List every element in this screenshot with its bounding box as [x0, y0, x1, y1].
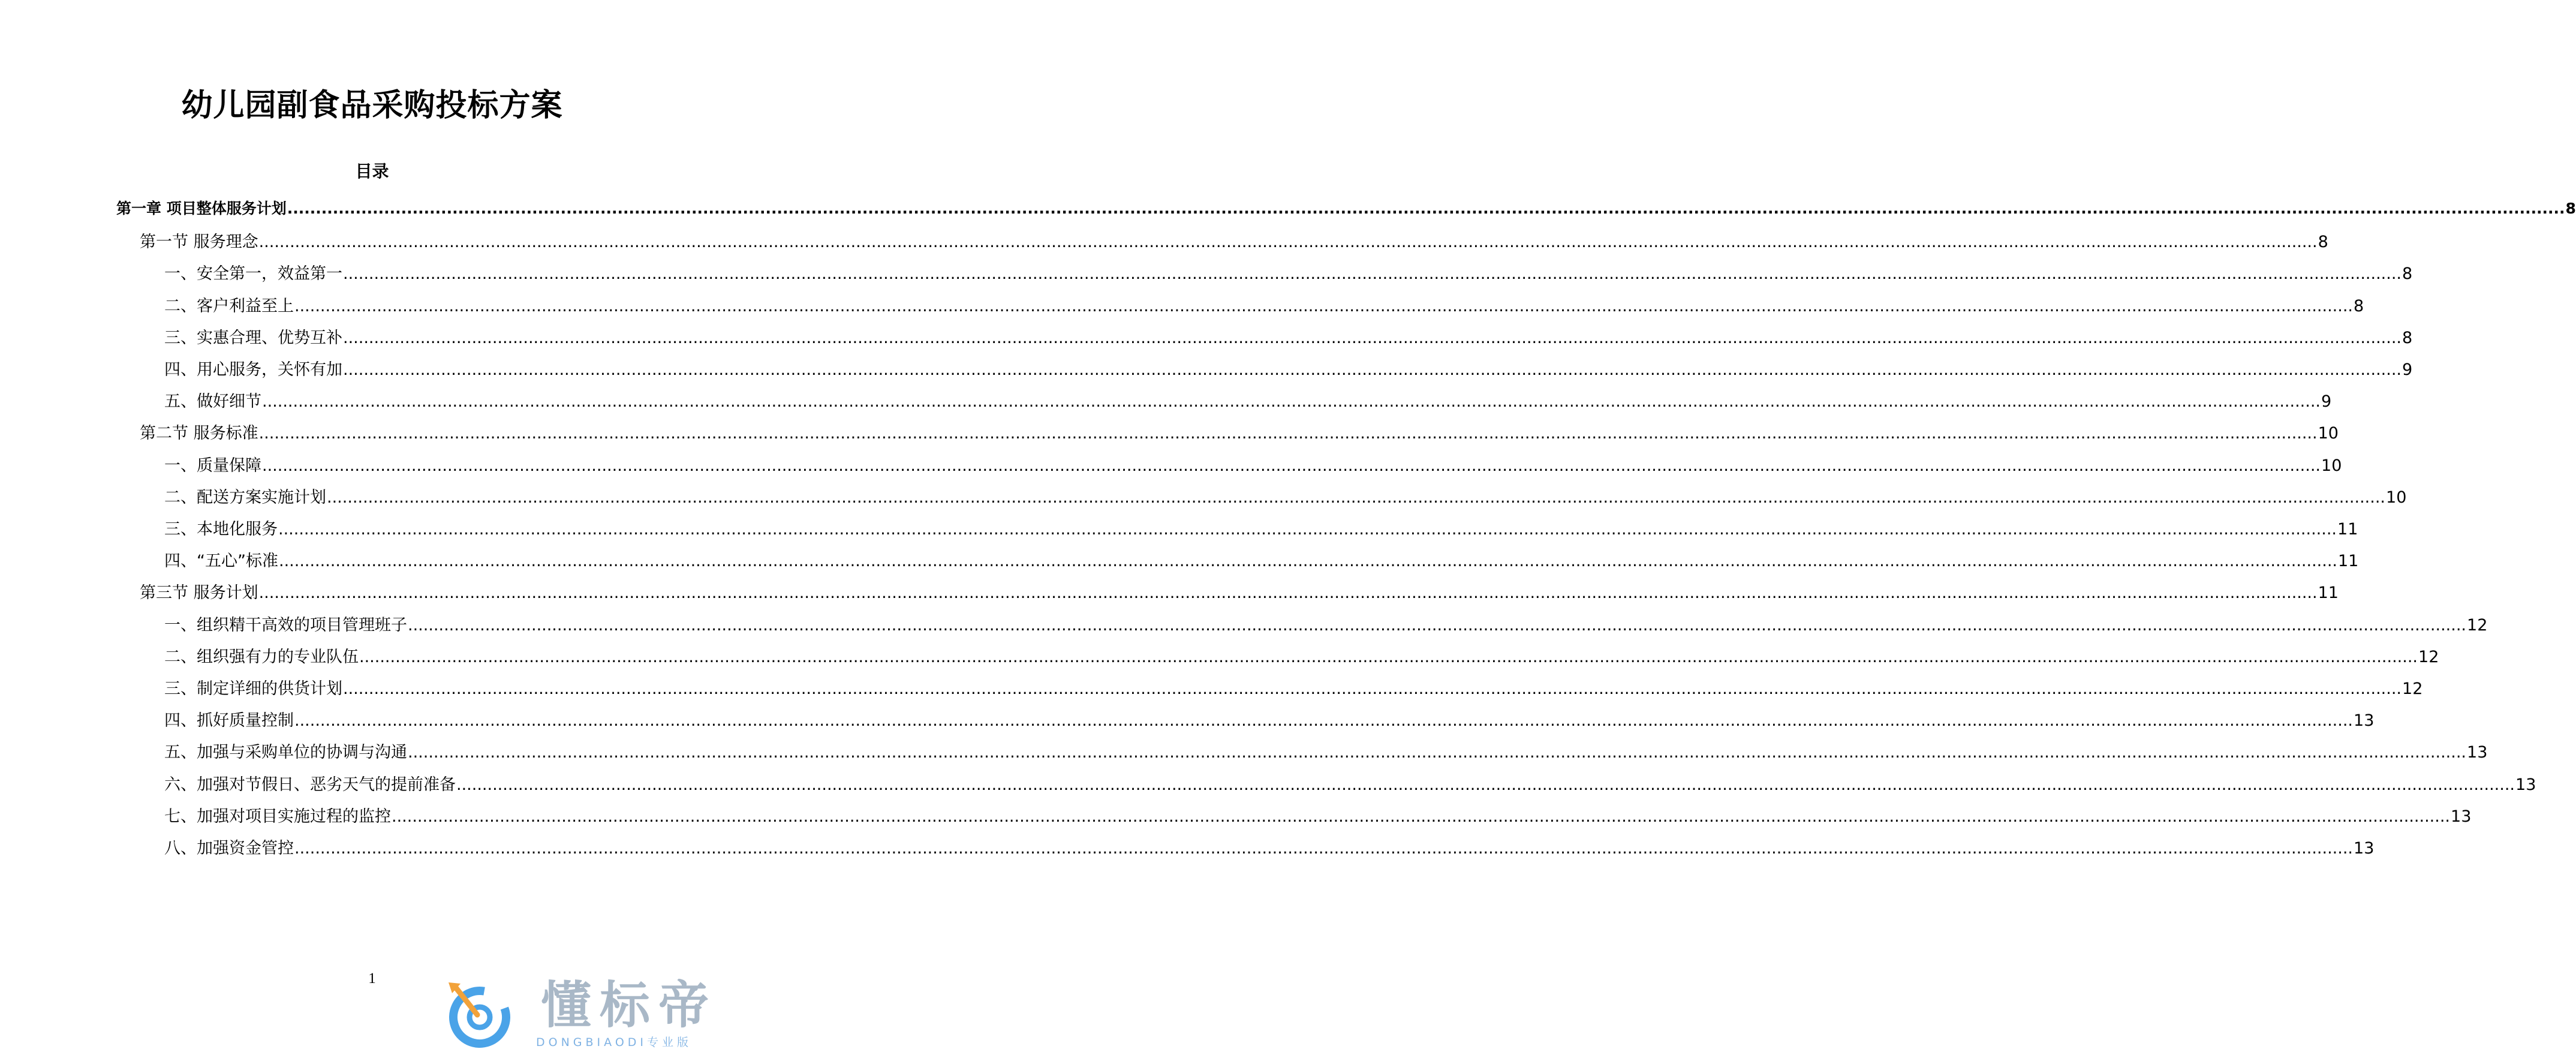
toc-entry-label: 四、抓好质量控制	[164, 711, 294, 731]
toc-entry[interactable]	[164, 707, 2375, 731]
toc-entry[interactable]	[164, 484, 2407, 508]
toc-dot-leader: ................................................................................................................................................................................................................................................................................................................................................................................................................	[278, 520, 2337, 539]
toc-entry-label: 第一节 服务理念	[140, 233, 258, 252]
toc-dot-leader: ................................................................................................................................................................................................................................................................................................................................................................................................................	[343, 360, 2402, 379]
toc-entry-page: 12	[2402, 680, 2423, 698]
toc-entry-label: 五、做好细节	[164, 392, 261, 411]
toc-entry-page: 8	[2565, 200, 2576, 217]
toc-entry[interactable]	[164, 388, 2332, 412]
toc-entry-label: 一、质量保障	[164, 456, 261, 475]
toc-entry-label: 三、实惠合理、优势互补	[164, 328, 342, 347]
toc-dot-leader: ................................................................................................................................................................................................................................................................................................................................................................................................................	[258, 233, 2318, 252]
toc-entry[interactable]	[140, 229, 2328, 253]
toc-dot-leader: ................................................................................................................................................................................................................................................................................................................................................................................................................	[392, 807, 2451, 826]
toc-entry[interactable]	[164, 835, 2375, 859]
toc-entry-label: 三、制定详细的供货计划	[164, 680, 342, 698]
toc-dot-leader: ................................................................................................................................................................................................................................................................................................................................................................................................................	[258, 424, 2318, 443]
toc-entry-label: 六、加强对节假日、恶劣天气的提前准备	[164, 775, 456, 794]
toc-entry-page: 11	[2318, 584, 2339, 603]
toc-entry-page: 13	[2354, 711, 2375, 731]
toc-dot-leader: ................................................................................................................................................................................................................................................................................................................................................................................................................	[278, 552, 2337, 571]
toc-entry[interactable]	[164, 548, 2359, 572]
toc-entry[interactable]	[164, 293, 2364, 317]
toc-entry-page: 8	[2402, 264, 2413, 284]
toc-heading: 目录	[355, 161, 389, 181]
toc-entry-page: 8	[2354, 296, 2364, 315]
toc-dot-leader: ................................................................................................................................................................................................................................................................................................................................................................................................................	[258, 584, 2318, 603]
target-arrow-logo-icon	[445, 980, 517, 1052]
toc-entry[interactable]	[164, 516, 2358, 540]
toc-entry-page: 11	[2338, 552, 2359, 571]
toc-entry-label: 三、本地化服务	[164, 520, 278, 539]
toc-entry-label: 第一章 项目整体服务计划	[116, 200, 287, 217]
toc-dot-leader: ................................................................................................................................................................................................................................................................................................................................................................................................................	[343, 264, 2402, 284]
watermark-brand: 懂标帝	[541, 976, 718, 1035]
toc-entry-page: 11	[2337, 520, 2358, 539]
toc-entry-page: 10	[2321, 456, 2342, 475]
toc-entry-page: 9	[2402, 360, 2413, 379]
toc-dot-leader: ................................................................................................................................................................................................................................................................................................................................................................................................................	[359, 647, 2418, 666]
toc-entry-label: 七、加强对项目实施过程的监控	[164, 807, 391, 826]
toc-dot-leader: ................................................................................................................................................................................................................................................................................................................................................................................................................	[327, 488, 2386, 507]
toc-entry[interactable]	[164, 675, 2423, 699]
page-number: 1	[368, 970, 376, 987]
toc-entry-label: 五、加强与采购单位的协调与沟通	[164, 743, 407, 762]
toc-entry-page: 12	[2418, 647, 2439, 666]
toc-entry-page: 8	[2318, 233, 2328, 252]
toc-entry-page: 13	[2467, 743, 2488, 762]
toc-dot-leader: ................................................................................................................................................................................................................................................................................................................................................................................................................	[287, 200, 2565, 217]
toc-entry[interactable]	[164, 260, 2413, 284]
toc-dot-leader: ................................................................................................................................................................................................................................................................................................................................................................................................................	[294, 711, 2354, 731]
toc-entry-label: 二、组织强有力的专业队伍	[164, 647, 359, 666]
toc-entry[interactable]	[164, 452, 2342, 476]
toc-entry-page: 13	[2354, 839, 2375, 858]
toc-entry-page: 10	[2318, 424, 2339, 443]
toc-dot-leader: ................................................................................................................................................................................................................................................................................................................................................................................................................	[343, 328, 2402, 347]
toc-entry[interactable]	[164, 324, 2413, 348]
toc-dot-leader: ................................................................................................................................................................................................................................................................................................................................................................................................................	[294, 296, 2354, 315]
toc-entry[interactable]	[140, 420, 2339, 444]
toc-entry[interactable]	[164, 739, 2488, 763]
toc-entry[interactable]	[140, 579, 2339, 603]
toc-dot-leader: ................................................................................................................................................................................................................................................................................................................................................................................................................	[408, 743, 2467, 762]
toc-entry-page: 13	[2515, 775, 2536, 794]
toc-entry-label: 二、客户利益至上	[164, 296, 294, 315]
toc-entry[interactable]	[164, 771, 2536, 795]
toc-entry-page: 9	[2321, 392, 2332, 411]
toc-dot-leader: ................................................................................................................................................................................................................................................................................................................................................................................................................	[262, 456, 2321, 475]
toc-entry-page: 12	[2467, 615, 2488, 635]
toc-entry-label: 第三节 服务计划	[140, 584, 258, 603]
toc-entry-page: 13	[2451, 807, 2472, 826]
toc-entry[interactable]	[164, 803, 2472, 827]
toc-entry-label: 一、组织精干高效的项目管理班子	[164, 615, 407, 635]
toc-dot-leader: ................................................................................................................................................................................................................................................................................................................................................................................................................	[408, 615, 2467, 635]
toc-entry-label: 八、加强资金管控	[164, 839, 294, 858]
toc-entry-label: 四、“五心”标准	[164, 552, 278, 571]
toc-dot-leader: ................................................................................................................................................................................................................................................................................................................................................................................................................	[456, 775, 2515, 794]
toc-entry-label: 二、配送方案实施计划	[164, 488, 326, 507]
toc-entry[interactable]	[164, 644, 2439, 668]
toc-dot-leader: ................................................................................................................................................................................................................................................................................................................................................................................................................	[294, 839, 2354, 858]
toc-dot-leader: ................................................................................................................................................................................................................................................................................................................................................................................................................	[343, 680, 2402, 698]
toc-entry[interactable]	[164, 612, 2488, 636]
toc-entry-label: 第二节 服务标准	[140, 424, 258, 443]
watermark-subtitle: DONGBIAODI专业版	[536, 1036, 693, 1049]
toc-entry[interactable]	[116, 197, 2576, 221]
toc-entry[interactable]	[164, 356, 2413, 380]
document-title: 幼儿园副食品采购投标方案	[181, 88, 563, 124]
watermark	[445, 976, 733, 1052]
toc-entry-label: 一、安全第一，效益第一	[164, 264, 342, 284]
toc-entry-label: 四、用心服务，关怀有加	[164, 360, 342, 379]
toc-entry-page: 8	[2402, 328, 2413, 347]
toc-entry-page: 10	[2386, 488, 2407, 507]
toc-dot-leader: ................................................................................................................................................................................................................................................................................................................................................................................................................	[262, 392, 2321, 411]
